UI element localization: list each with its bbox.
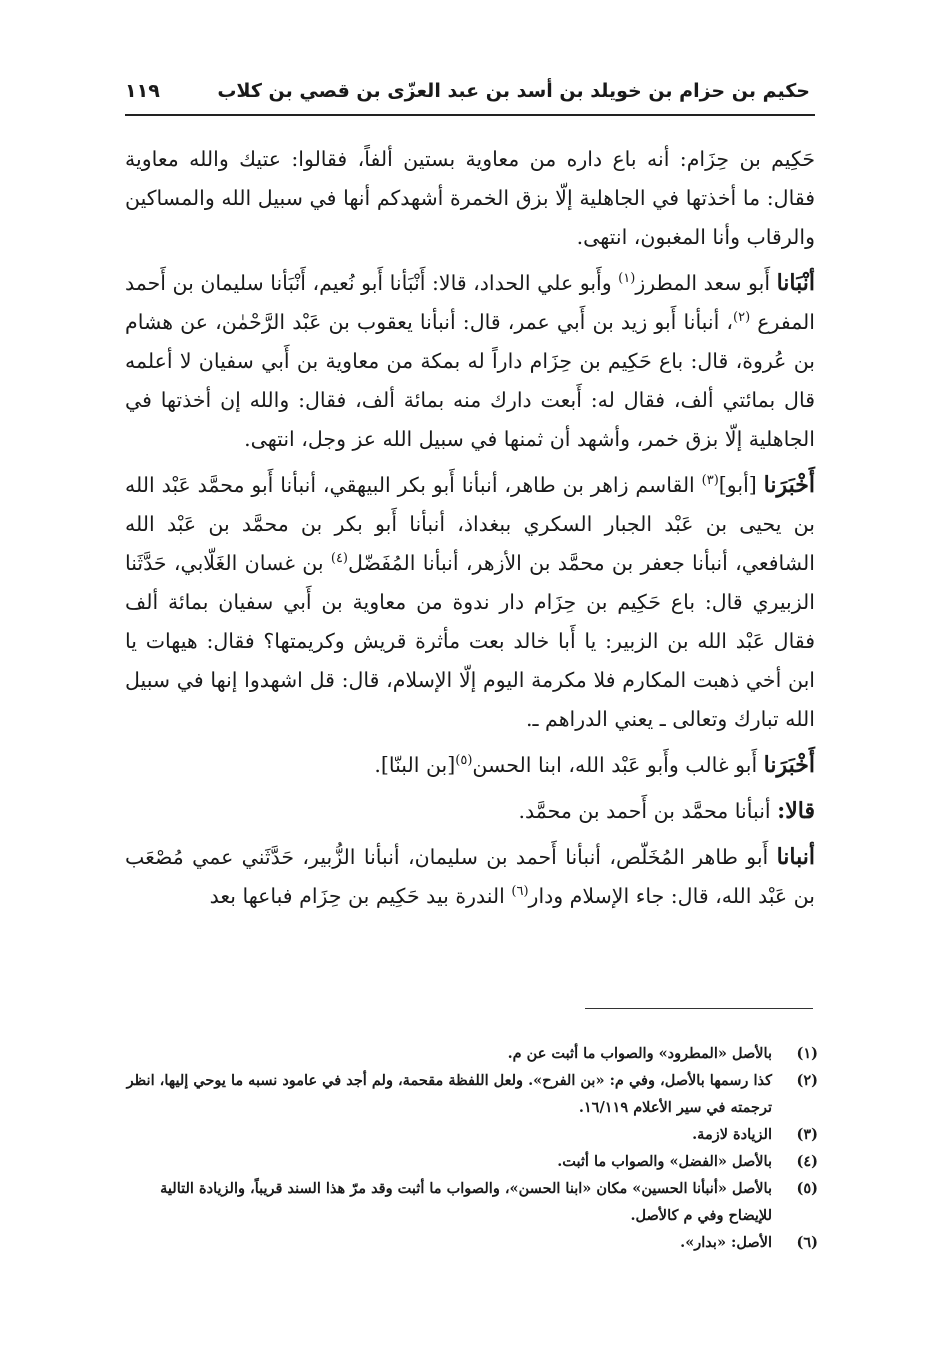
paragraph-4-text-b: [بن البنّا]. (374, 753, 456, 777)
footnote-ref-5[interactable]: (٥) (455, 753, 473, 769)
footnote-text: الأصل: «بدار». (680, 1234, 772, 1251)
footnote-2 (118, 1067, 818, 1121)
footnote-6 (118, 1229, 818, 1256)
footnotes (118, 1040, 818, 1256)
paragraph-4-lead: أَخْبَرَنا (763, 752, 815, 778)
paragraph-4 (125, 746, 815, 785)
paragraph-6-text-a: أَبو طاهر المُخَلّص، أنبأنا أَحمد بن سليمان، أنبأنا الزُّبير، حَدَّثَني عمي مُصْعَب بن عَبْد الله، قال: جاء الإسلام ودار (125, 845, 815, 908)
running-title: حكيم بن حزام بن خويلد بن أسد بن عبد العزّى بن قصي بن كلاب (217, 80, 810, 102)
footnote-3 (118, 1121, 818, 1148)
footnote-ref-1[interactable]: (١) (618, 271, 636, 287)
footnote-number: (٤) (796, 1153, 818, 1170)
footnote-divider (585, 1008, 813, 1009)
footnote-number: (٥) (796, 1180, 818, 1197)
paragraph-5 (125, 792, 815, 831)
paragraph-2 (125, 264, 815, 459)
footnote-text: بالأصل «المطرود» والصواب ما أثبت عن م. (507, 1045, 772, 1062)
paragraph-2-lead: أنْبَانا (776, 270, 815, 296)
paragraph-3 (125, 466, 815, 739)
paragraph-2-text-b: وأَبو علي الحداد، قالا: أَنْبَأنا أَبو نُعيم، أَنْبَأنا سليمان بن أَحمد المفرع (125, 271, 815, 334)
footnote-1 (118, 1040, 818, 1067)
footnote-5 (118, 1175, 818, 1229)
paragraph-5-text: أنبأنا محمَّد بن أَحمد بن محمَّد. (518, 799, 778, 823)
footnote-number: (١) (796, 1045, 818, 1062)
paragraph-3-text-b: القاسم زاهر بن طاهر، أنبأنا أَبو بكر البيهقي، أنبأنا أَبو محمَّد عَبْد الله بن يحيى بن عَبْد الجبار السكري ببغداذ، أنبأنا أَبو بكر بن محمَّد بن عَبْد الله الشافعي، أنبأنا جعفر بن محمَّد بن الأزهر، أنبأنا المُفَضّل (125, 473, 815, 575)
paragraph-1 (125, 140, 815, 257)
paragraph-6-text-b: الندرة بيد حَكِيم بن حِزَام فباعها بعد (209, 884, 512, 908)
footnote-ref-4[interactable]: (٤) (330, 551, 348, 567)
main-text (125, 140, 815, 916)
paragraph-2-text-c: ، أنبأنا أَبو زيد بن أَبي عمر، قال: أنبأنا يعقوب بن عَبْد الرَّحْمٰن، عن هشام بن عُروة، قال: باع حَكِيم بن حِزَام داراً له بمكة من معاوية بن أَبي سفيان لا أعلمه قال بمائتي ألف، فقال له: أَبعت دارك منه بمائة ألف، فقال: والله إن أخذتها في الجاهلية إلّا بزق خمر، وأشهد أن ثمنها في سبيل الله عز وجل، انتهى. (125, 310, 815, 451)
footnote-ref-2[interactable]: (٢) (733, 310, 751, 326)
paragraph-2-text-a: أَبو سعد المطرز (635, 271, 777, 295)
paragraph-1-text: حَكِيم بن حِزَام: أنه باع داره من معاوية بستين ألفاً، فقالوا: عتيك والله معاوية فقال: ما أخذتها في الجاهلية إلّا بزق الخمرة أشهدكم أنها في سبيل الله والمساكين والرقاب وأنا المغبون، انتهى. (125, 147, 815, 249)
header-divider (125, 114, 815, 116)
footnote-number: (٣) (796, 1126, 818, 1143)
paragraph-4-text-a: أَبو غالب وأَبو عَبْد الله، ابنا الحسن (472, 753, 764, 777)
footnote-text: كذا رسمها بالأصل، وفي م: «بن الفرح». ولعل اللفظة مقحمة، ولم أجد في عامود نسبه ما يوحي إليها، انظر ترجمته في سير الأعلام ١٦/١١٩. (126, 1072, 772, 1116)
footnote-ref-3[interactable]: (٣) (701, 473, 719, 489)
footnote-4 (118, 1148, 818, 1175)
paragraph-3-text-a: [أبو] (718, 473, 764, 497)
footnote-number: (٢) (796, 1072, 818, 1089)
footnote-text: بالأصل «أنبأنا الحسين» مكان «ابنا الحسن»، والصواب ما أثبت وقد مرّ هذا السند قريباً، والزيادة التالية للإيضاح وفي م كالأصل. (160, 1180, 772, 1224)
footnote-text: الزيادة لازمة. (692, 1126, 772, 1143)
paragraph-6 (125, 838, 815, 916)
paragraph-5-lead: قالا: (777, 798, 815, 824)
running-header (125, 78, 810, 112)
paragraph-3-text-c: بن غسان الغَلّابي، حَدَّثَنا الزبيري قال: باع حَكِيم بن حِزَام دار ندوة من معاوية بن أَبي سفيان بمائة ألف فقال عَبْد الله بن الزبير: يا أَبا خالد بعت مأثرة قريش وكريمتها؟ فقال: هيهات يا ابن أخي ذهبت المكارم فلا مكرمة اليوم إلّا الإسلام، قال: قل اشهدوا إنها في سبيل الله تبارك وتعالى ـ يعني الدراهم ـ. (125, 551, 815, 731)
paragraph-6-lead: أنبانا (776, 844, 815, 870)
paragraph-3-lead: أَخْبَرَنا (763, 472, 815, 498)
footnote-ref-6[interactable]: (٦) (511, 884, 529, 900)
footnote-text: بالأصل «الفضل» والصواب ما أثبت. (557, 1153, 772, 1170)
footnote-number: (٦) (796, 1234, 818, 1251)
page-number: ١١٩ (125, 80, 160, 102)
